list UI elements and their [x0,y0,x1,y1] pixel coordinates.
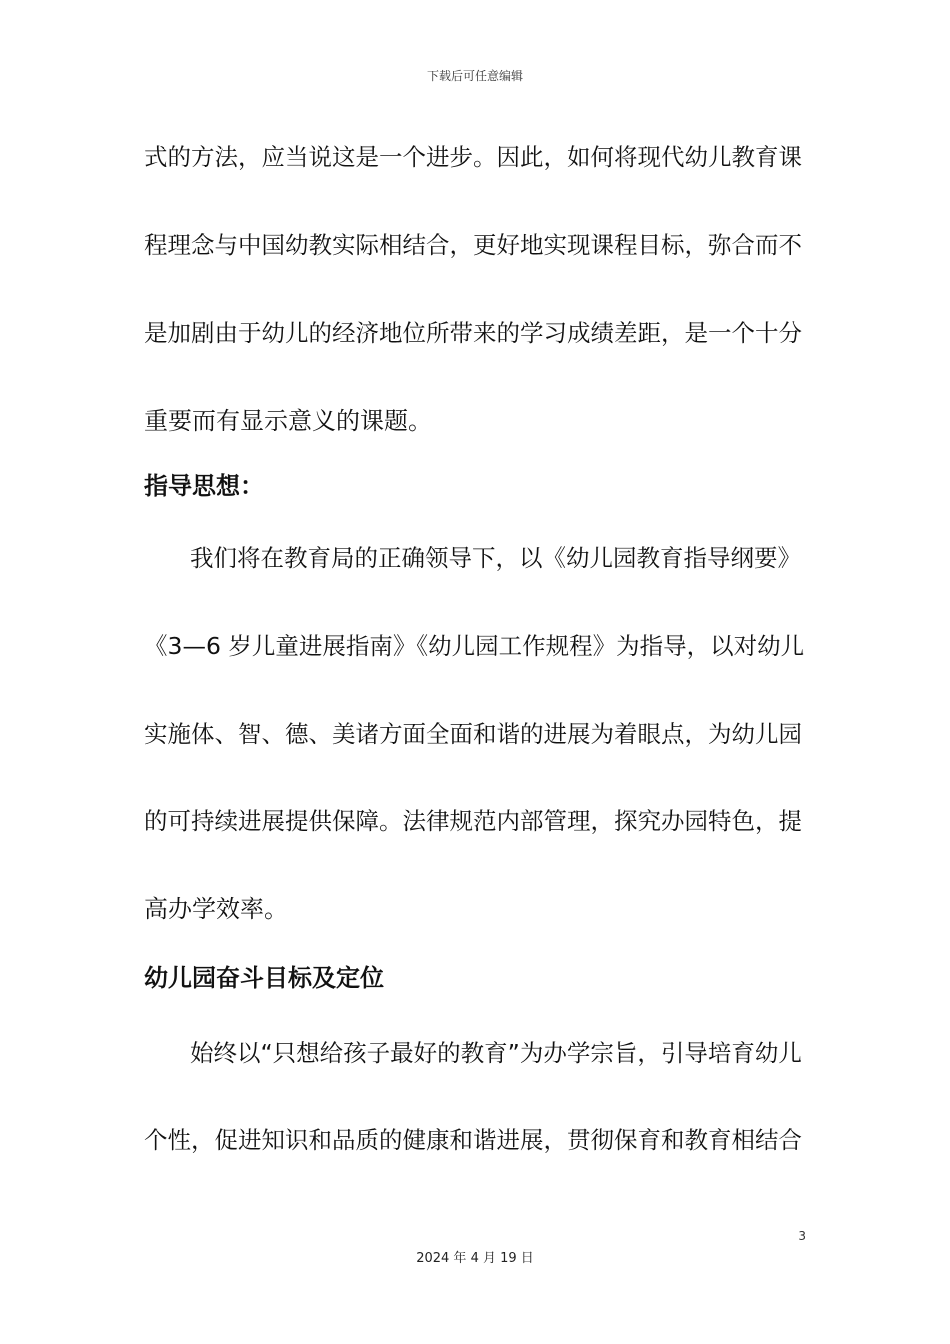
section-heading-guiding-thought: 指导思想： [144,472,264,500]
paragraph-3-line-1: 始终以“只想给孩子最好的教育”为办学宗旨，引导培育幼儿 [190,1039,802,1067]
paragraph-1-line-4: 重要而有显示意义的课题。 [144,407,432,435]
paragraph-3-line-2: 个性，促进知识和品质的健康和谐进展，贯彻保育和教育相结合 [144,1126,802,1154]
footer-date: 2024 年 4 月 19 日 [416,1251,534,1266]
paragraph-2-line-5: 高办学效率。 [144,895,288,923]
paragraph-1-line-3: 是加剧由于幼儿的经济地位所带来的学习成绩差距，是一个十分 [144,319,802,347]
paragraph-2-line-1: 我们将在教育局的正确领导下，以《幼儿园教育指导纲要》 [190,544,801,572]
page-number: 3 [798,1229,806,1243]
section-heading-goals: 幼儿园奋斗目标及定位 [144,964,384,992]
paragraph-1-line-1: 式的方法，应当说这是一个进步。因此，如何将现代幼儿教育课 [144,143,802,171]
paragraph-1-line-2: 程理念与中国幼教实际相结合，更好地实现课程目标，弥合而不 [144,231,802,259]
paragraph-2-line-4: 的可持续进展提供保障。法律规范内部管理，探究办园特色，提 [144,807,802,835]
paragraph-2-line-2: 《3—6 岁儿童进展指南》《幼儿园工作规程》为指导，以对幼儿 [144,632,805,660]
paragraph-2-line-3: 实施体、智、德、美诸方面全面和谐的进展为着眼点，为幼儿园 [144,720,802,748]
header-note: 下载后可任意编辑 [426,69,523,83]
